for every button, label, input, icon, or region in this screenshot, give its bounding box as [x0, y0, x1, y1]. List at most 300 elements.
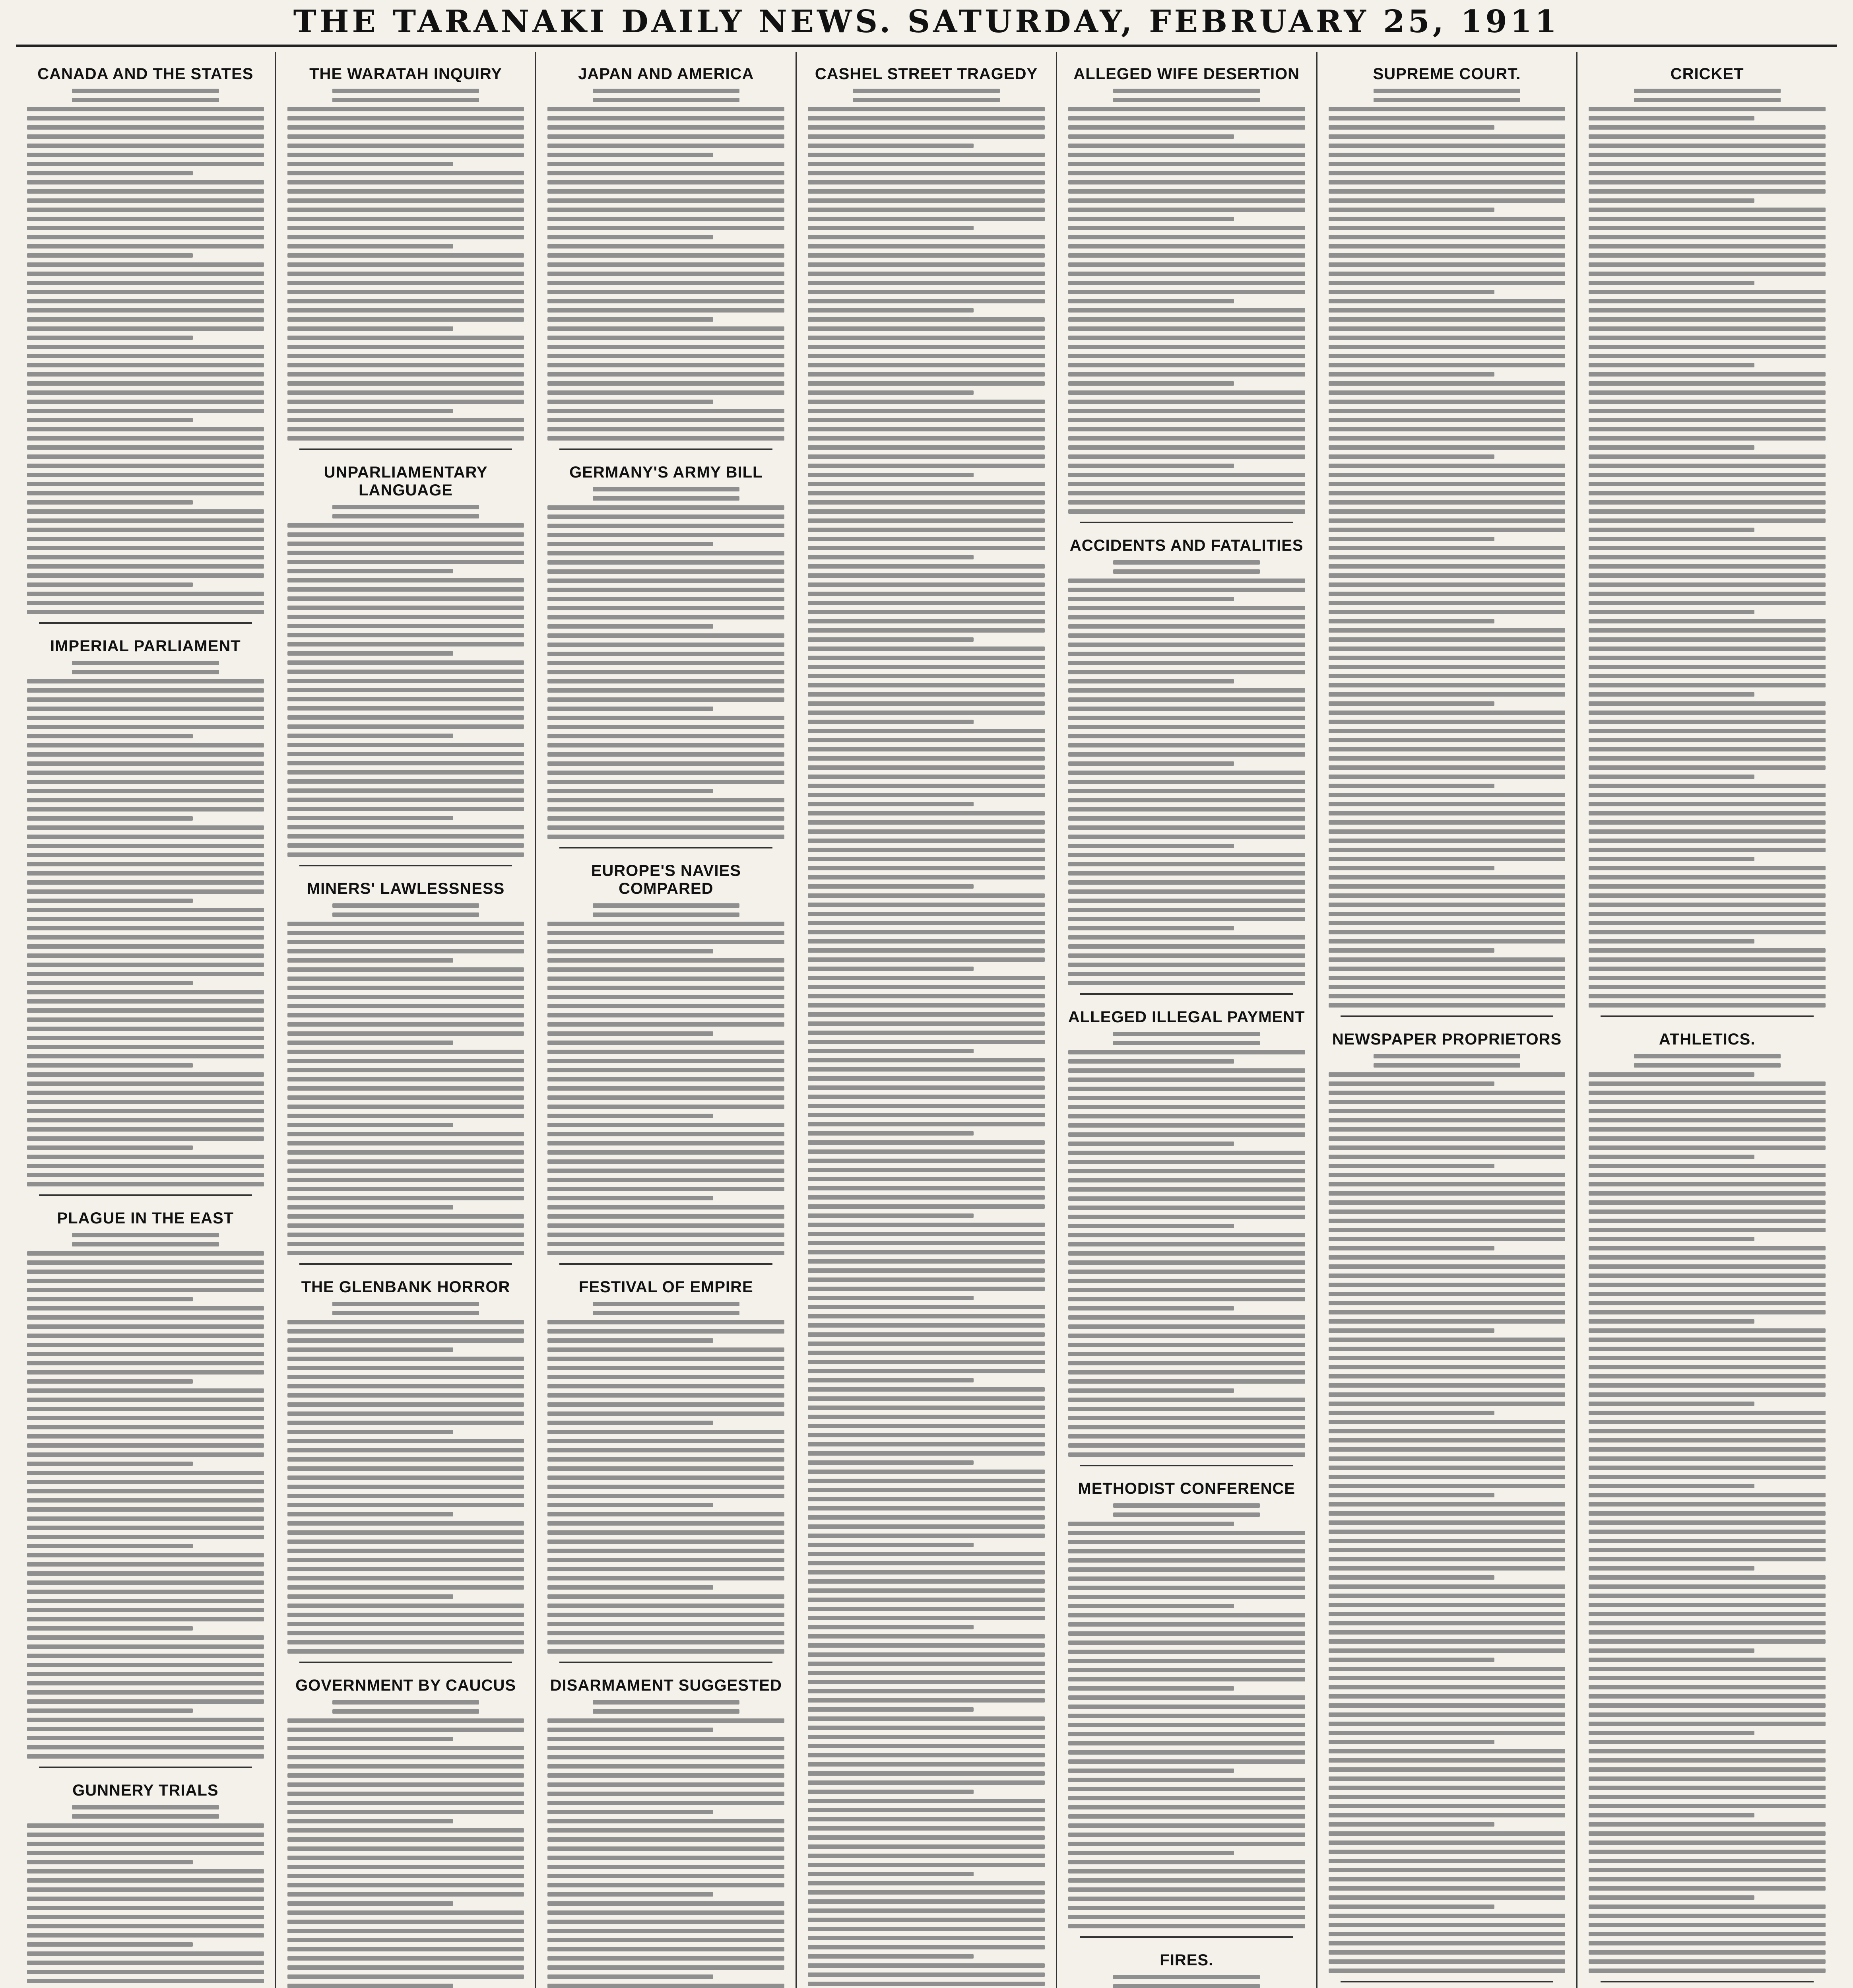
- text-line: [287, 317, 524, 322]
- text-line: [1589, 345, 1826, 349]
- text-line: [1329, 253, 1566, 258]
- text-line: [1068, 1206, 1305, 1210]
- text-line: [1589, 454, 1826, 459]
- text-line: [1068, 688, 1305, 693]
- text-line: [1589, 1749, 1826, 1753]
- text-line: [27, 537, 264, 541]
- text-line: [547, 1068, 784, 1072]
- text-line: [1068, 1260, 1305, 1265]
- text-line: [1589, 226, 1826, 230]
- text-line: [27, 1471, 264, 1475]
- text-line: [547, 615, 784, 619]
- text-line: [1589, 1584, 1826, 1589]
- text-line: [808, 765, 1045, 770]
- article-heading: SUPREME COURT.: [1373, 65, 1521, 83]
- text-line: [1329, 656, 1566, 660]
- text-line: [547, 1865, 784, 1869]
- text-line: [1589, 903, 1826, 907]
- text-line: [1329, 500, 1566, 505]
- text-line: [27, 1008, 264, 1013]
- text-line: [1329, 1456, 1566, 1461]
- text-line: [1068, 235, 1305, 239]
- text-line: [808, 1881, 1045, 1885]
- text-line: [287, 1375, 524, 1379]
- text-line: [547, 1242, 784, 1246]
- text-line: [287, 1901, 453, 1906]
- text-line: [1589, 418, 1826, 422]
- text-line: [547, 1755, 784, 1759]
- text-line: [1068, 290, 1305, 294]
- text-line: [547, 1837, 784, 1842]
- text-line: [1068, 162, 1305, 166]
- text-line: [547, 1728, 713, 1732]
- text-line: [1589, 1731, 1754, 1735]
- article-body: [1068, 1503, 1305, 1928]
- text-line: [1589, 171, 1826, 175]
- text-line: [1329, 829, 1566, 834]
- text-line: [1589, 1895, 1754, 1900]
- text-line: [1068, 1677, 1305, 1681]
- text-line: [808, 1442, 1045, 1446]
- text-line: [808, 1378, 974, 1382]
- text-line: [1068, 1695, 1305, 1700]
- text-line: [1589, 1100, 1826, 1104]
- text-line: [287, 1320, 524, 1324]
- text-line: [547, 670, 784, 674]
- text-line: [1589, 1877, 1826, 1881]
- text-line: [547, 1251, 784, 1255]
- text-line: [1068, 652, 1305, 656]
- text-line: [1068, 244, 1305, 248]
- text-line: [1589, 1648, 1754, 1653]
- text-line: [1589, 189, 1826, 194]
- text-line: [1068, 454, 1305, 459]
- text-line: [547, 725, 784, 729]
- text-line: [27, 1306, 264, 1310]
- text-line: [547, 551, 784, 555]
- text-line: [547, 244, 784, 248]
- text-line: [287, 1132, 524, 1136]
- text-line: [287, 409, 453, 413]
- text-line: [808, 500, 1045, 505]
- text-line: [1113, 1041, 1260, 1045]
- text-line: [287, 1649, 524, 1654]
- text-line: [808, 601, 1045, 605]
- text-line: [27, 789, 264, 793]
- text-line: [547, 940, 784, 944]
- text-line: [1589, 848, 1826, 852]
- text-line: [1068, 1398, 1305, 1402]
- text-line: [547, 153, 713, 157]
- text-line: [287, 1938, 524, 1942]
- text-line: [1068, 579, 1305, 583]
- text-line: [1068, 835, 1305, 839]
- text-line: [547, 1773, 784, 1778]
- text-line: [1329, 1877, 1566, 1881]
- article-body: [287, 505, 524, 857]
- text-line: [287, 761, 524, 765]
- text-line: [547, 1604, 784, 1608]
- text-line: [1068, 1370, 1305, 1375]
- text-line: [808, 473, 974, 477]
- text-line: [287, 1810, 524, 1814]
- text-line: [1589, 573, 1826, 578]
- text-line: [1068, 1169, 1305, 1173]
- text-line: [547, 1366, 784, 1370]
- text-line: [1589, 509, 1826, 514]
- text-line: [1068, 734, 1305, 738]
- text-line: [27, 1516, 264, 1521]
- text-line: [808, 226, 974, 230]
- text-line: [287, 180, 524, 184]
- article-body: [1068, 560, 1305, 985]
- text-line: [593, 1709, 739, 1714]
- text-line: [1068, 807, 1305, 812]
- text-line: [1589, 1941, 1826, 1945]
- text-line: [547, 1576, 784, 1580]
- text-line: [547, 1050, 784, 1054]
- text-line: [808, 1908, 1045, 1913]
- text-line: [1329, 1475, 1566, 1479]
- text-line: [808, 1223, 1045, 1227]
- text-line: [27, 125, 264, 130]
- text-line: [808, 409, 1045, 413]
- text-line: [808, 1616, 1045, 1620]
- text-line: [287, 958, 453, 963]
- text-line: [27, 290, 264, 294]
- text-line: [1589, 820, 1826, 825]
- text-line: [27, 935, 264, 940]
- text-line: [27, 1915, 264, 1919]
- text-line: [27, 1109, 264, 1113]
- article-heading: EUROPE'S NAVIES COMPARED: [591, 862, 741, 897]
- text-line: [1068, 1288, 1305, 1292]
- text-line: [27, 1127, 264, 1132]
- article-body: [1589, 89, 1826, 1008]
- text-line: [1589, 363, 1754, 367]
- text-line: [27, 144, 264, 148]
- text-line: [1589, 994, 1826, 998]
- text-line: [1589, 400, 1826, 404]
- article-heading: CRICKET: [1670, 65, 1744, 83]
- text-line: [1589, 1356, 1826, 1360]
- text-line: [1068, 697, 1305, 702]
- text-line: [27, 390, 264, 395]
- text-line: [27, 1708, 193, 1713]
- text-line: [27, 1136, 264, 1141]
- text-line: [547, 1585, 713, 1590]
- text-line: [547, 1086, 784, 1091]
- text-line: [287, 940, 524, 944]
- text-line: [1068, 281, 1305, 285]
- text-line: [27, 162, 264, 166]
- text-line: [1589, 656, 1826, 660]
- text-line: [808, 189, 1045, 194]
- text-line: [547, 317, 713, 322]
- text-line: [1329, 857, 1566, 861]
- text-line: [287, 949, 524, 953]
- text-line: [27, 1063, 193, 1068]
- text-line: [1329, 464, 1566, 468]
- text-line: [547, 1475, 784, 1480]
- text-line: [808, 857, 1045, 861]
- text-line: [1589, 1886, 1826, 1891]
- text-line: [1068, 606, 1305, 610]
- article-heading: CANADA AND THE STATES: [37, 65, 254, 83]
- text-line: [1329, 1941, 1566, 1945]
- text-line: [27, 1617, 264, 1621]
- text-line: [547, 1141, 784, 1145]
- text-line: [287, 1251, 524, 1255]
- text-line: [1329, 1411, 1494, 1415]
- text-line: [27, 1251, 264, 1256]
- text-line: [1068, 482, 1305, 486]
- text-line: [287, 1439, 524, 1443]
- text-line: [1329, 235, 1566, 239]
- text-line: [1329, 1438, 1566, 1442]
- text-line: [547, 1558, 784, 1562]
- text-line: [1329, 1584, 1566, 1589]
- text-line: [547, 144, 784, 148]
- text-line: [547, 1512, 784, 1516]
- text-line: [1329, 903, 1566, 907]
- text-line: [287, 1141, 524, 1145]
- text-line: [27, 1535, 264, 1539]
- text-line: [27, 1270, 264, 1274]
- text-line: [287, 670, 524, 674]
- text-line: [547, 372, 784, 377]
- text-line: [287, 1031, 524, 1036]
- text-line: [1589, 829, 1826, 834]
- text-line: [1329, 1365, 1566, 1369]
- text-line: [1329, 1402, 1566, 1406]
- text-line: [547, 1013, 784, 1017]
- text-line: [27, 1462, 193, 1466]
- text-line: [808, 1524, 1045, 1529]
- text-line: [1329, 1255, 1566, 1260]
- text-line: [1068, 1343, 1305, 1347]
- text-line: [27, 880, 264, 885]
- text-line: [808, 1460, 974, 1465]
- text-line: [547, 235, 713, 239]
- text-line: [808, 390, 974, 395]
- text-line: [547, 1649, 784, 1654]
- text-line: [1068, 500, 1305, 505]
- text-line: [1329, 976, 1566, 980]
- text-line: [27, 573, 264, 578]
- text-line: [547, 688, 784, 693]
- text-line: [1329, 1950, 1566, 1955]
- text-line: [1068, 1425, 1305, 1429]
- text-line: [808, 509, 1045, 514]
- text-line: [1589, 1969, 1826, 1973]
- text-line: [1329, 1356, 1566, 1360]
- text-line: [1329, 317, 1566, 322]
- text-line: [287, 679, 524, 683]
- text-line: [1068, 899, 1305, 903]
- text-line: [808, 1424, 1045, 1428]
- text-line: [1068, 1586, 1305, 1590]
- text-line: [547, 707, 713, 711]
- text-line: [1589, 912, 1826, 916]
- text-line: [547, 1594, 784, 1599]
- text-line: [1068, 789, 1305, 793]
- text-line: [547, 931, 784, 935]
- text-line: [808, 290, 1045, 294]
- text-line: [1329, 893, 1566, 898]
- text-line: [808, 646, 1045, 651]
- text-line: [27, 1869, 264, 1873]
- text-line: [1068, 1741, 1305, 1745]
- text-line: [1068, 1540, 1305, 1544]
- text-line: [1329, 1923, 1566, 1927]
- text-line: [287, 852, 524, 857]
- text-line: [1589, 1081, 1826, 1086]
- text-line: [287, 372, 524, 377]
- text-line: [287, 1041, 453, 1045]
- text-line: [547, 1205, 784, 1209]
- text-line: [1329, 1209, 1566, 1214]
- text-line: [808, 1826, 1045, 1831]
- text-line: [1329, 1905, 1494, 1909]
- text-line: [1589, 1347, 1826, 1351]
- text-line: [287, 144, 524, 148]
- text-line: [287, 1068, 524, 1072]
- article-divider: [1080, 1465, 1293, 1466]
- text-line: [547, 1411, 784, 1416]
- text-line: [1068, 464, 1234, 468]
- text-line: [1068, 1915, 1305, 1919]
- text-line: [1589, 1786, 1826, 1790]
- text-line: [1068, 862, 1305, 866]
- text-line: [1329, 1447, 1566, 1452]
- text-line: [808, 1716, 1045, 1721]
- text-line: [27, 1562, 264, 1567]
- text-line: [1589, 518, 1826, 523]
- text-line: [1113, 560, 1260, 565]
- text-line: [808, 939, 1045, 944]
- text-line: [1329, 729, 1566, 733]
- text-line: [547, 1421, 713, 1425]
- text-line: [1589, 354, 1826, 358]
- text-line: [1589, 272, 1826, 276]
- masthead-rule: [16, 45, 1837, 47]
- text-line: [547, 1105, 784, 1109]
- text-line: [1589, 1466, 1826, 1470]
- text-line: [1589, 857, 1754, 861]
- text-line: [1589, 1630, 1826, 1635]
- text-line: [547, 345, 784, 349]
- text-line: [808, 217, 1045, 221]
- text-line: [1329, 1466, 1566, 1470]
- text-line: [27, 953, 264, 958]
- text-line: [1589, 253, 1826, 258]
- text-line: [547, 180, 784, 184]
- text-line: [1329, 1283, 1566, 1287]
- text-line: [547, 363, 784, 367]
- text-line: [287, 1503, 524, 1507]
- text-line: [808, 1570, 1045, 1574]
- text-line: [547, 1956, 784, 1961]
- text-line: [547, 1792, 784, 1796]
- text-line: [287, 1059, 524, 1063]
- text-line: [1589, 1003, 1826, 1008]
- text-line: [808, 299, 1045, 303]
- text-line: [27, 601, 264, 605]
- text-line: [1589, 1328, 1826, 1333]
- text-line: [1068, 670, 1305, 674]
- text-line: [1068, 253, 1305, 258]
- text-line: [1329, 573, 1566, 578]
- text-line: [808, 326, 1045, 331]
- text-line: [1589, 1145, 1826, 1150]
- text-line: [287, 1792, 524, 1796]
- text-line: [808, 1936, 1045, 1940]
- text-line: [1068, 780, 1305, 784]
- text-line: [1068, 825, 1305, 830]
- text-line: [1068, 963, 1305, 967]
- text-line: [287, 125, 524, 130]
- text-line: [287, 1521, 524, 1526]
- text-line: [1329, 1557, 1566, 1561]
- text-line: [1329, 1328, 1494, 1333]
- text-line: [1068, 1452, 1305, 1457]
- text-line: [547, 807, 784, 812]
- text-line: [27, 1297, 193, 1301]
- text-line: [1329, 957, 1566, 962]
- text-line: [1329, 1639, 1566, 1644]
- text-line: [287, 1828, 524, 1833]
- newspaper-columns: [16, 52, 1837, 1988]
- text-line: [287, 1329, 524, 1334]
- text-line: [1068, 1860, 1305, 1864]
- text-line: [27, 1081, 264, 1086]
- text-line: [1329, 363, 1566, 367]
- article-heading: THE GLENBANK HORROR: [301, 1278, 510, 1296]
- text-line: [1329, 1383, 1566, 1388]
- text-line: [287, 208, 524, 212]
- text-line: [1329, 1118, 1566, 1122]
- text-line: [1589, 1182, 1826, 1186]
- text-line: [808, 1268, 1045, 1273]
- text-line: [287, 107, 524, 111]
- text-line: [27, 761, 264, 766]
- text-line: [1329, 1145, 1566, 1150]
- text-line: [27, 272, 264, 276]
- text-line: [1068, 1878, 1305, 1883]
- text-line: [808, 454, 1045, 459]
- text-line: [1589, 107, 1826, 111]
- text-line: [27, 1324, 264, 1329]
- article-divider: [1080, 993, 1293, 995]
- text-line: [287, 1105, 524, 1109]
- text-line: [27, 981, 193, 985]
- text-line: [1068, 1805, 1305, 1809]
- text-line: [808, 948, 1045, 953]
- text-line: [1589, 1136, 1826, 1141]
- text-line: [808, 674, 1045, 678]
- text-line: [1589, 1310, 1826, 1314]
- text-line: [808, 1305, 1045, 1309]
- text-line: [27, 582, 193, 587]
- text-line: [27, 1498, 264, 1503]
- text-line: [808, 820, 1045, 825]
- text-line: [1068, 1324, 1305, 1329]
- text-line: [27, 944, 264, 949]
- text-line: [1589, 802, 1826, 806]
- text-line: [808, 1095, 1045, 1099]
- text-line: [547, 400, 713, 404]
